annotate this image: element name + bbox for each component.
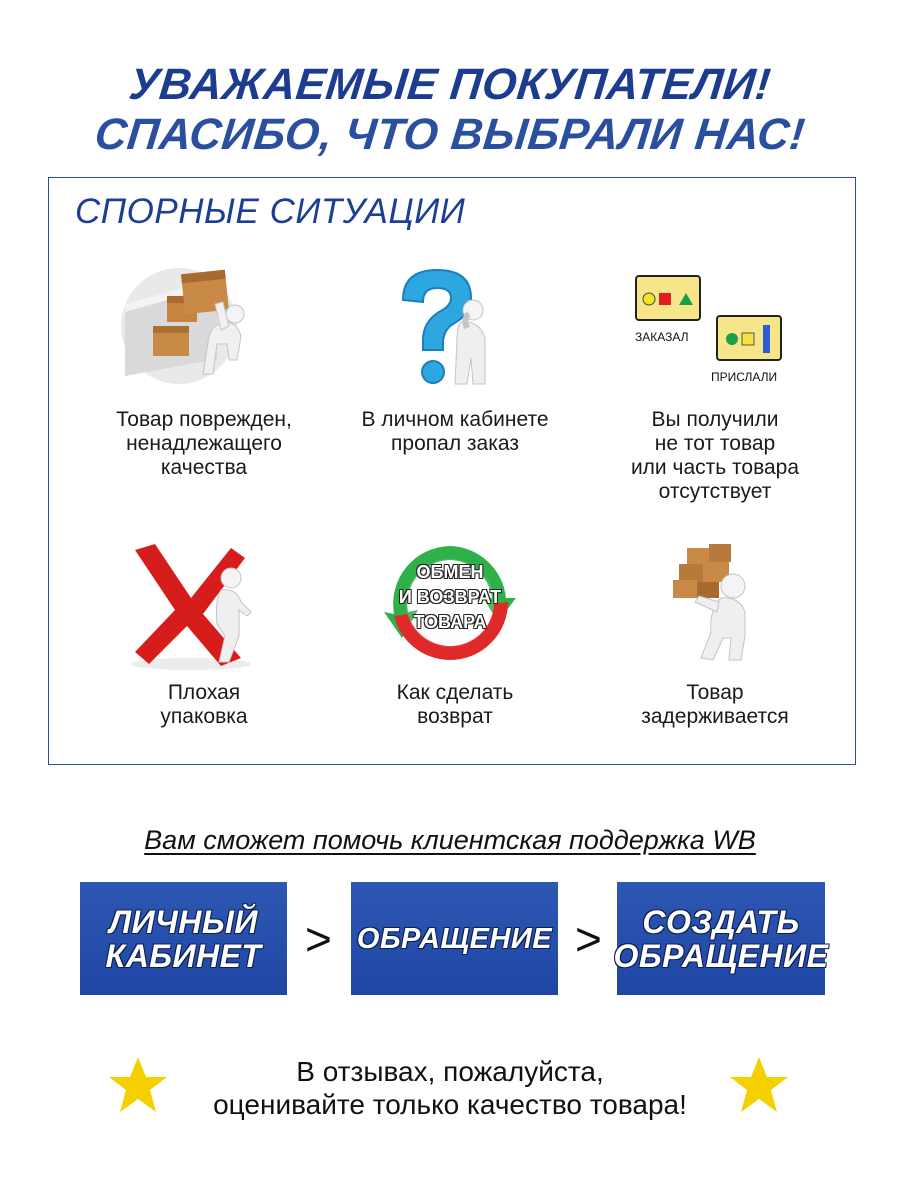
ordered-label: ЗАКАЗАЛ <box>635 330 689 344</box>
red-cross-icon <box>121 540 261 672</box>
dispute-caption-3: Вы получили не тот товар или часть товара отсутствует <box>630 408 800 503</box>
carrying-boxes-icon <box>665 540 765 665</box>
dispute-caption-2: В личном кабинете пропал заказ <box>361 408 549 455</box>
question-mark-icon <box>389 266 499 391</box>
step-arrow-2: > <box>575 913 602 965</box>
star-icon <box>107 1055 169 1115</box>
header-line-1: УВАЖАЕМЫЕ ПОКУПАТЕЛИ! <box>126 60 774 109</box>
step-personal-account: ЛИЧНЫЙ КАБИНЕТ <box>80 882 287 995</box>
disputes-panel <box>48 177 856 765</box>
header-line-2: СПАСИБО, ЧТО ВЫБРАЛИ НАС! <box>92 110 808 159</box>
sent-label: ПРИСЛАЛИ <box>711 370 778 384</box>
exchange-badge-text: ОБМЕН И ВОЗВРАТ ТОВАРА <box>398 562 502 632</box>
star-icon <box>728 1055 790 1115</box>
dispute-caption-1: Товар поврежден, ненадлежащего качества <box>116 408 292 479</box>
damaged-box-icon <box>117 264 252 389</box>
disputes-title: СПОРНЫЕ СИТУАЦИИ <box>75 192 466 231</box>
page-header <box>0 60 900 160</box>
review-note: В отзывах, пожалуйста, оценивайте только качество товара! <box>213 1056 687 1120</box>
dispute-caption-4: Плохая упаковка <box>160 681 248 728</box>
step-create-appeal: СОЗДАТЬ ОБРАЩЕНИЕ <box>617 882 825 995</box>
step-appeal: ОБРАЩЕНИЕ <box>351 882 558 995</box>
support-heading: Вам сможет помочь клиентская поддержка WB <box>144 825 756 855</box>
step-arrow-1: > <box>305 913 332 965</box>
dispute-caption-6: Товар задерживается <box>641 681 789 728</box>
dispute-caption-5: Как сделать возврат <box>396 681 514 728</box>
